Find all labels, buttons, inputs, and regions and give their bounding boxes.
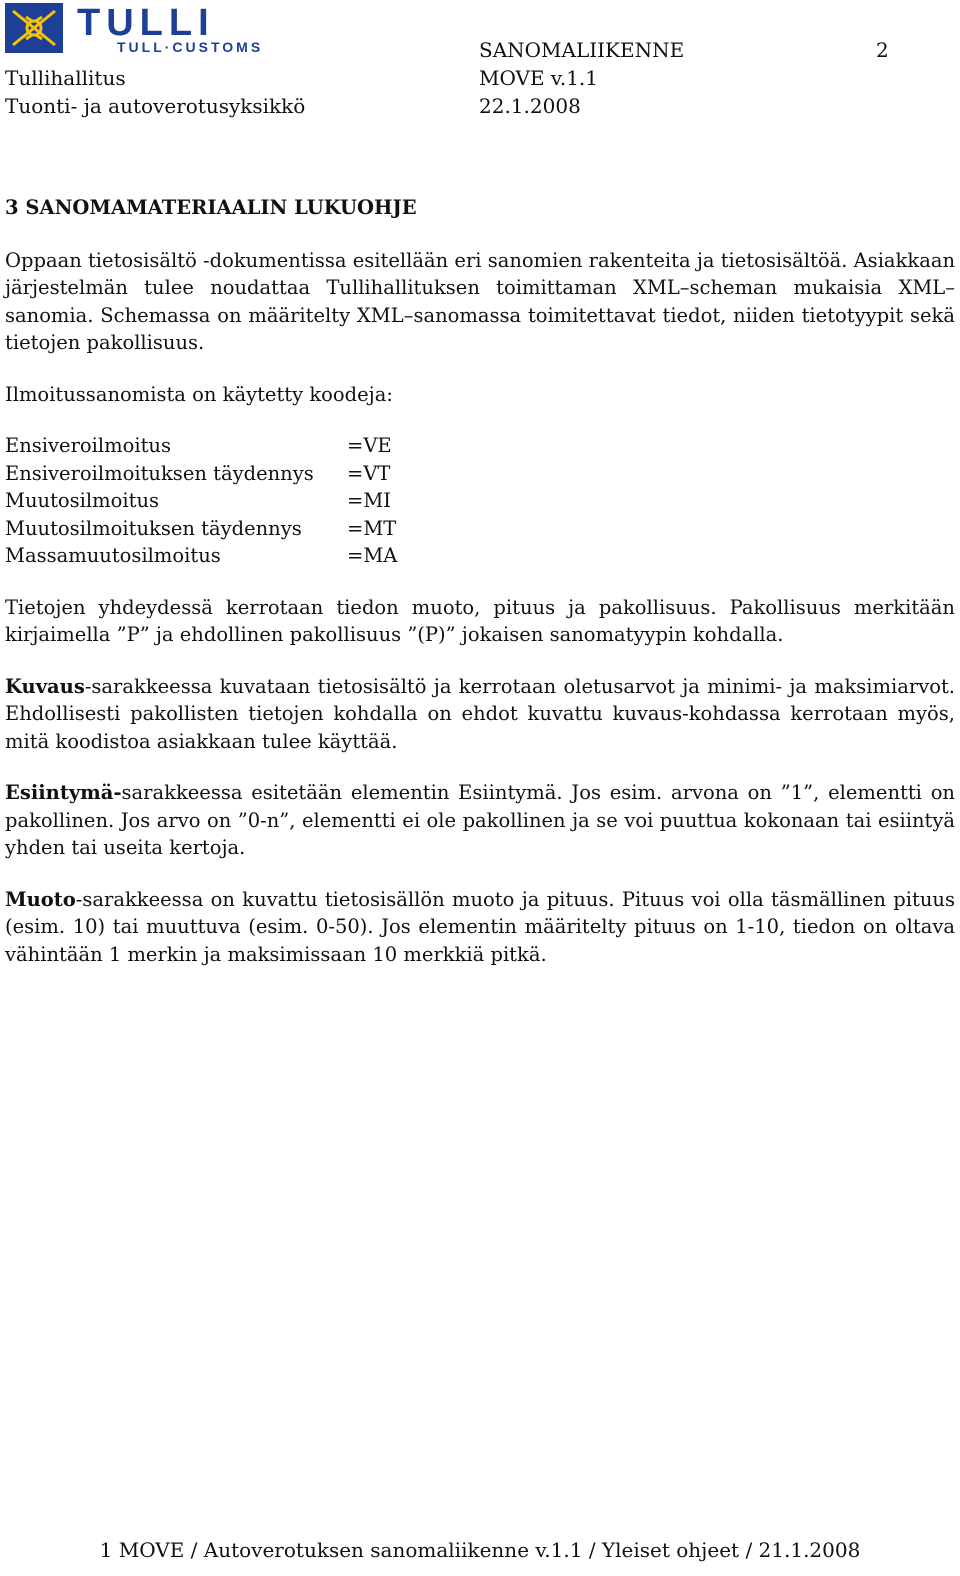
- paragraph-esiintyma: [5, 779, 955, 862]
- tulli-logo: [5, 3, 305, 55]
- header-unit: Tuonti- ja autoverotusyksikkö: [5, 94, 306, 118]
- muoto-term: Muoto: [5, 887, 76, 911]
- paragraph-muoto: [5, 886, 955, 969]
- paragraph-requirements: Tietojen yhdeydessä kerrotaan tiedon muoto, pituus ja pakollisuus. Pakollisuus merkitään kirjaimella ”P” ja ehdollinen pakollisuus ”(P)” jokaisen sanomatyypin kohdalla.: [5, 595, 955, 646]
- code-value: =MI: [347, 489, 392, 512]
- logo-wordmark: TULLI: [77, 3, 215, 44]
- code-name: Ensiveroilmoituksen täydennys: [5, 461, 314, 485]
- document-body: [5, 194, 955, 992]
- header-doc-title: SANOMALIIKENNE: [479, 38, 685, 62]
- kuvaus-term: Kuvaus: [5, 674, 85, 698]
- code-row: [5, 542, 955, 570]
- code-value: =VE: [347, 434, 392, 457]
- code-name: Ensiveroilmoitus: [5, 434, 171, 457]
- section-title: 3 SANOMAMATERIAALIN LUKUOHJE: [5, 196, 417, 219]
- header-version: MOVE v.1.1: [479, 66, 599, 90]
- code-value: =MT: [347, 516, 397, 540]
- header-right: [479, 36, 684, 120]
- code-name: Muutosilmoitus: [5, 489, 160, 512]
- code-row: [5, 460, 955, 488]
- header-left: [5, 64, 305, 120]
- footer-text: 1 MOVE / Autoverotuksen sanomaliikenne v.1.1 / Yleiset ohjeet / 21.1.2008: [99, 1538, 861, 1562]
- codes-intro: Ilmoitussanomista on käytetty koodeja:: [5, 382, 393, 406]
- esiintyma-term: Esiintymä-: [5, 781, 122, 804]
- paragraph-kuvaus: [5, 673, 955, 756]
- code-name: Massamuutosilmoitus: [5, 544, 221, 567]
- code-value: =MA: [347, 544, 398, 567]
- codes-list: [5, 432, 955, 570]
- muoto-text: -sarakkeessa on kuvattu tietosisällön muoto ja pituus. Pituus voi olla täsmällinen pituus (esim. 10) tai muuttuva (esim. 0-50). Jos elementin määritelty pituus on 1-10, tiedon on oltava vähintään 1 merkin ja maksimissaan 10 merkkiä pitkä.: [5, 887, 955, 966]
- code-row: [5, 515, 955, 543]
- header-date: 22.1.2008: [479, 94, 581, 118]
- header-page-number: 2: [876, 38, 889, 62]
- logo-subtext: TULL·CUSTOMS: [117, 39, 264, 55]
- code-row: [5, 487, 955, 515]
- code-value: =VT: [347, 461, 391, 485]
- header-org: Tullihallitus: [5, 66, 126, 90]
- code-name: Muutosilmoituksen täydennys: [5, 516, 302, 540]
- page-footer: [0, 1536, 960, 1564]
- paragraph-intro: Oppaan tietosisältö -dokumentissa esitellään eri sanomien rakenteita ja tietosisältöä. Asiakkaan järjestelmän tulee noudattaa Tullihallituksen toimittaman XML–scheman mukaisia XML–sanomia. Schemassa on määritelty XML–sanomassa toimitettavat tiedot, niiden tietotyypit sekä tietojen pakollisuus.: [5, 248, 955, 354]
- kuvaus-text: -sarakkeessa kuvataan tietosisältö ja kerrotaan oletusarvot ja minimi- ja maksimiarvot. Ehdollisesti pakollisten tietojen kohdalla on ehdot kuvattu kuvaus-kohdassa kerrotaan myös, mitä koodistoa asiakkaan tulee käyttää.: [5, 674, 955, 753]
- esiintyma-text: sarakkeessa esitetään elementin Esiintymä. Jos esim. arvona on ”1”, elementti on pakollinen. Jos arvo on ”0-n”, elementti ei ole pakollinen ja se voi puuttua kokonaan tai esiintyä yhden tai useita kertoja.: [5, 781, 955, 859]
- code-row: [5, 432, 955, 460]
